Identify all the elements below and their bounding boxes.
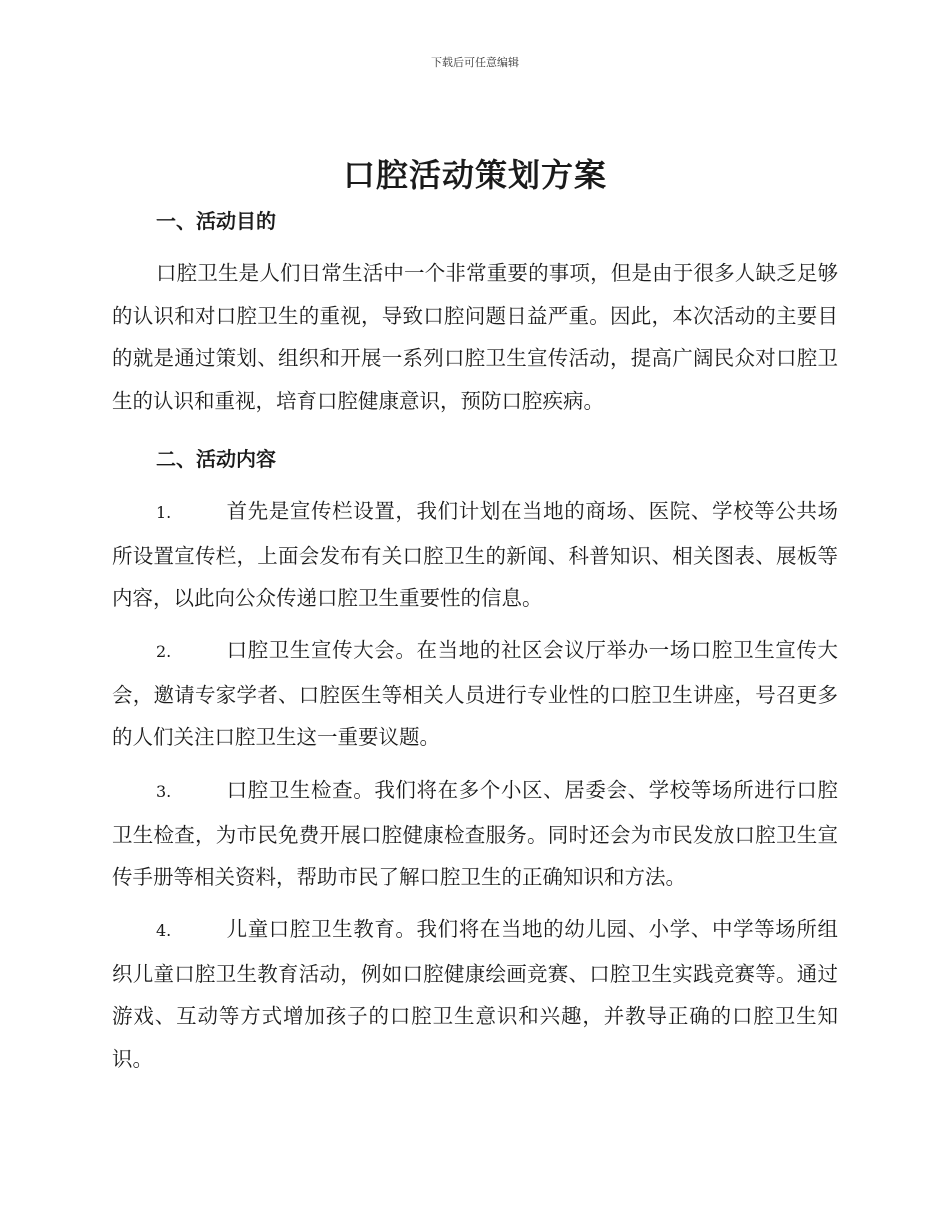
- list-item-text: 首先是宣传栏设置，我们计划在当地的商场、医院、学校等公共场所设置宣传栏，上面会发布有关口腔卫生的新闻、科普知识、相关图表、展板等内容，以此向公众传递口腔卫生重要性的信息。: [112, 499, 838, 610]
- list-item-number: 1.: [156, 503, 172, 522]
- section-heading-content: 二、活动内容: [156, 447, 276, 471]
- list-item-text: 儿童口腔卫生教育。我们将在当地的幼儿园、小学、中学等场所组织儿童口腔卫生教育活动，例如口腔健康绘画竞赛、口腔卫生实践竞赛等。通过游戏、互动等方式增加孩子的口腔卫生意识和兴趣，并教导正确的口腔卫生知识。: [112, 917, 838, 1071]
- list-item-2: [112, 629, 838, 759]
- list-item-number: 2.: [156, 642, 172, 661]
- list-item-number: 3.: [156, 782, 172, 801]
- list-item-text: 口腔卫生检查。我们将在多个小区、居委会、学校等场所进行口腔卫生检查，为市民免费开展口腔健康检查服务。同时还会为市民发放口腔卫生宣传手册等相关资料，帮助市民了解口腔卫生的正确知识和方法。: [112, 778, 838, 889]
- list-item-number: 4.: [156, 921, 172, 940]
- list-item-3: [112, 769, 838, 899]
- document-title: 口腔活动策划方案: [342, 156, 607, 194]
- section-heading-purpose: 一、活动目的: [156, 209, 276, 233]
- purpose-paragraph: 口腔卫生是人们日常生活中一个非常重要的事项，但是由于很多人缺乏足够的认识和对口腔卫生的重视，导致口腔问题日益严重。因此，本次活动的主要目的就是通过策划、组织和开展一系列口腔卫生宣传活动，提高广阔民众对口腔卫生的认识和重视，培育口腔健康意识，预防口腔疾病。: [112, 261, 838, 413]
- list-item-1: [112, 490, 838, 620]
- list-item-4: [112, 908, 838, 1080]
- page-header-note: 下载后可任意编辑: [431, 56, 519, 69]
- list-item-text: 口腔卫生宣传大会。在当地的社区会议厅举办一场口腔卫生宣传大会，邀请专家学者、口腔医生等相关人员进行专业性的口腔卫生讲座，号召更多的人们关注口腔卫生这一重要议题。: [112, 638, 838, 749]
